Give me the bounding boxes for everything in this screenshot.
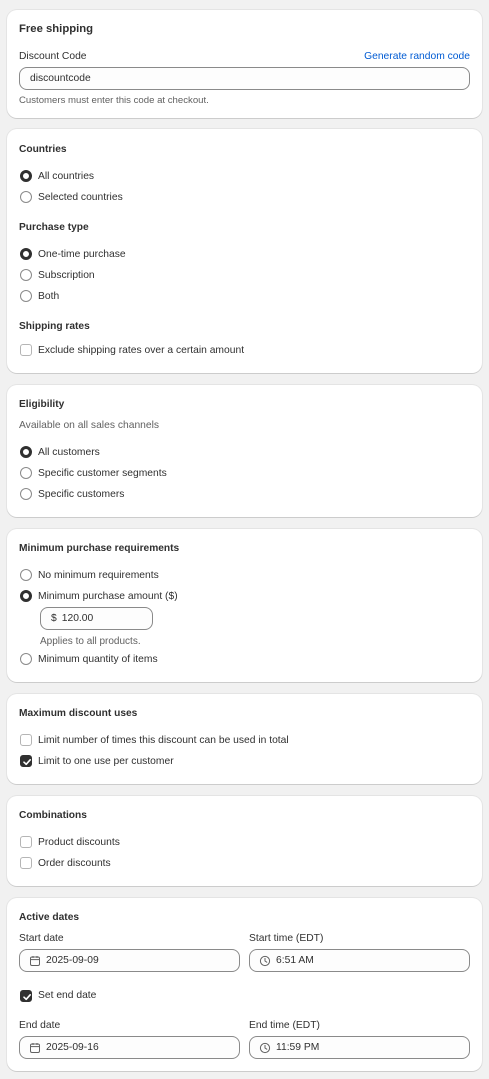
calendar-icon xyxy=(29,1042,41,1054)
limit-total-checkbox[interactable] xyxy=(20,734,32,746)
start-date-input[interactable] xyxy=(19,949,240,972)
all-customers-label: All customers xyxy=(38,447,100,458)
order-discounts-checkbox[interactable] xyxy=(20,857,32,869)
set-end-date-label: Set end date xyxy=(38,990,97,1001)
applies-note: Applies to all products. xyxy=(40,636,141,647)
specific-customers-radio[interactable] xyxy=(20,488,32,500)
clock-icon xyxy=(259,955,271,967)
limit-total-label: Limit number of times this discount can be used in total xyxy=(38,735,289,746)
one-time-purchase-radio[interactable] xyxy=(20,248,32,260)
eligibility-subtitle: Available on all sales channels xyxy=(19,420,160,431)
shipping-rates-title: Shipping rates xyxy=(19,321,90,332)
no-minimum-label: No minimum requirements xyxy=(38,570,159,581)
limit-one-label: Limit to one use per customer xyxy=(38,756,174,767)
minimum-amount-label: Minimum purchase amount ($) xyxy=(38,591,178,602)
discount-title: Free shipping xyxy=(19,23,94,35)
minimum-amount-radio[interactable] xyxy=(20,590,32,602)
clock-icon xyxy=(259,1042,271,1054)
end-date-input[interactable] xyxy=(19,1036,240,1059)
both-radio[interactable] xyxy=(20,290,32,302)
start-time-input[interactable] xyxy=(249,949,470,972)
discount-code-value: discountcode xyxy=(30,73,91,84)
generate-random-code-link[interactable]: Generate random code xyxy=(364,51,470,62)
selected-countries-radio[interactable] xyxy=(20,191,32,203)
start-date-label: Start date xyxy=(19,933,64,944)
all-customers-radio[interactable] xyxy=(20,446,32,458)
set-end-date-checkbox[interactable] xyxy=(20,990,32,1002)
minimum-quantity-radio[interactable] xyxy=(20,653,32,665)
exclude-shipping-rates-label: Exclude shipping rates over a certain amount xyxy=(38,345,245,356)
discount-code-help: Customers must enter this code at checkout. xyxy=(19,95,209,106)
active-dates-title: Active dates xyxy=(19,912,80,923)
customer-segments-radio[interactable] xyxy=(20,467,32,479)
eligibility-title: Eligibility xyxy=(19,399,65,410)
currency-symbol: $ xyxy=(51,613,57,624)
checkmark-icon xyxy=(22,757,32,767)
exclude-shipping-rates-checkbox[interactable] xyxy=(20,344,32,356)
minimum-title: Minimum purchase requirements xyxy=(19,543,180,554)
subscription-radio[interactable] xyxy=(20,269,32,281)
discount-code-card xyxy=(7,10,482,118)
specific-customers-label: Specific customers xyxy=(38,489,125,500)
countries-title: Countries xyxy=(19,144,67,155)
discount-code-input[interactable] xyxy=(19,67,470,90)
end-date-value: 2025-09-16 xyxy=(46,1042,99,1053)
end-time-label: End time (EDT) xyxy=(249,1020,320,1031)
customer-segments-label: Specific customer segments xyxy=(38,468,167,479)
checkmark-icon xyxy=(22,992,32,1002)
shipping-rules-card xyxy=(7,129,482,373)
selected-countries-label: Selected countries xyxy=(38,192,123,203)
combinations-card xyxy=(7,796,482,886)
end-time-value: 11:59 PM xyxy=(276,1042,320,1053)
no-minimum-radio[interactable] xyxy=(20,569,32,581)
end-time-input[interactable] xyxy=(249,1036,470,1059)
all-countries-radio[interactable] xyxy=(20,170,32,182)
all-countries-label: All countries xyxy=(38,171,95,182)
both-label: Both xyxy=(38,291,60,302)
subscription-label: Subscription xyxy=(38,270,95,281)
end-date-label: End date xyxy=(19,1020,61,1031)
purchase-type-title: Purchase type xyxy=(19,222,89,233)
product-discounts-checkbox[interactable] xyxy=(20,836,32,848)
minimum-requirements-card xyxy=(7,529,482,682)
eligibility-card xyxy=(7,385,482,517)
order-discounts-label: Order discounts xyxy=(38,858,111,869)
discount-code-label: Discount Code xyxy=(19,51,87,62)
start-time-label: Start time (EDT) xyxy=(249,933,324,944)
product-discounts-label: Product discounts xyxy=(38,837,120,848)
minimum-amount-input[interactable] xyxy=(40,607,153,630)
active-dates-card xyxy=(7,898,482,1071)
start-time-value: 6:51 AM xyxy=(276,955,314,966)
limit-one-checkbox[interactable] xyxy=(20,755,32,767)
start-date-value: 2025-09-09 xyxy=(46,955,99,966)
minimum-amount-value: 120.00 xyxy=(61,613,94,624)
one-time-purchase-label: One-time purchase xyxy=(38,249,126,260)
calendar-icon xyxy=(29,955,41,967)
maximum-uses-title: Maximum discount uses xyxy=(19,708,138,719)
maximum-uses-card xyxy=(7,694,482,784)
combinations-title: Combinations xyxy=(19,810,87,821)
minimum-quantity-label: Minimum quantity of items xyxy=(38,654,158,665)
